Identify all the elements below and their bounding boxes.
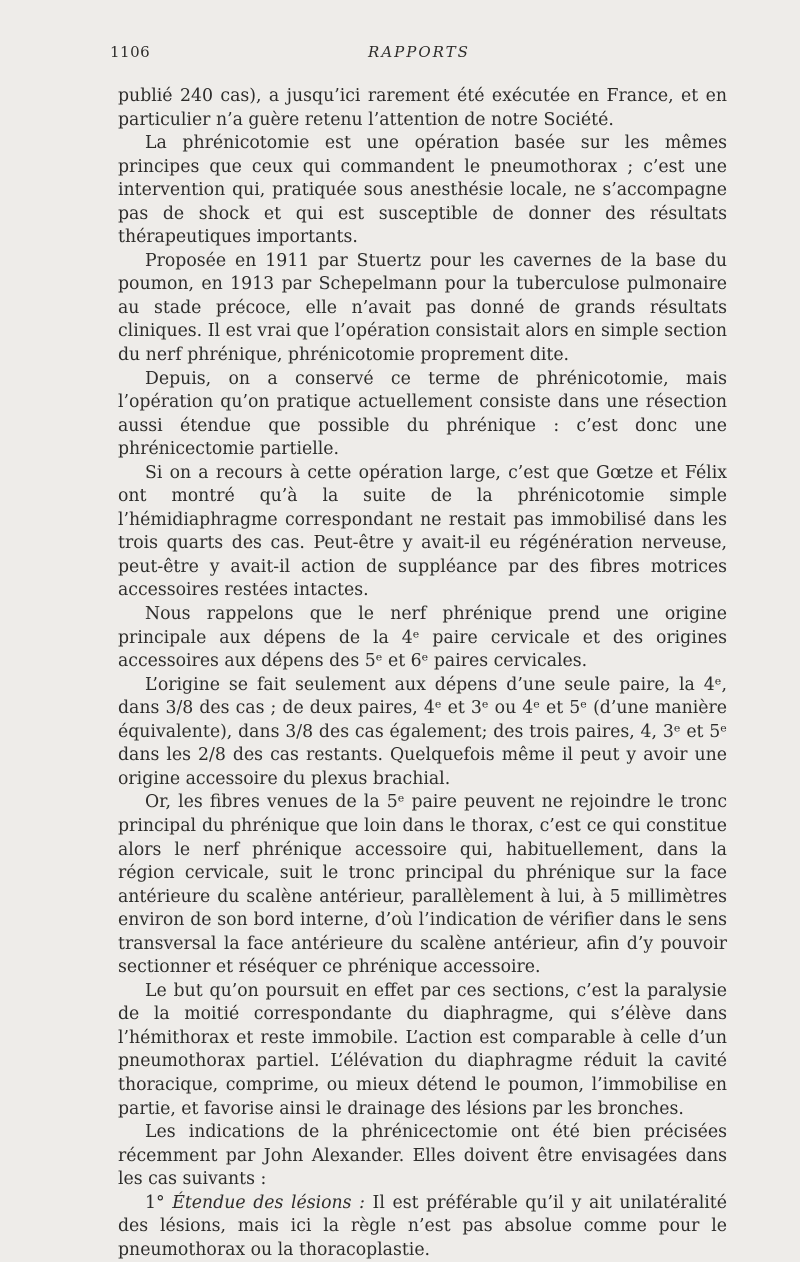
item-number: 1° [145, 1192, 165, 1213]
paragraph: Les indications de la phrénicectomie ont été bien précisées récemment par John Alexander. Elles doivent être envisagées dans les cas suivants : [118, 1122, 727, 1190]
paragraph: Si on a recours à cette opération large, c’est que Gœtze et Félix ont montré qu’à la suite de la phrénicotomie simple l’hémidiaphragme correspondant ne restait pas immobilisé dans les trois quarts des cas. Peut-être y avait-il eu régénération nerveuse, peut-être y avait-il action de suppléance par des fibres motrices accessoires restées intactes. [118, 462, 727, 601]
numbered-paragraph [118, 1192, 727, 1262]
paragraph: Le but qu’on poursuit en effet par ces sections, c’est la paralysie de la moitié correspondante du diaphragme, qui s’élève dans l’hémithorax et reste immobile. L’action est comparable à celle d’un pneumothorax partiel. L’élévation du diaphragme réduit la cavité thoracique, comprime, ou mieux détend le poumon, l’immobilise en partie, et favorise ainsi le drainage des lésions par les bronches. [118, 980, 727, 1119]
paragraph: Nous rappelons que le nerf phrénique prend une origine principale aux dépens de la 4ᵉ paire cervicale et des origines accessoires aux dépens des 5ᵉ et 6ᵉ paires cervicales. [118, 604, 727, 672]
paragraph: Proposée en 1911 par Stuertz pour les cavernes de la base du poumon, en 1913 par Schepelmann pour la tuberculose pulmonaire au stade précoce, elle n’avait pas donné de grands résultats cliniques. Il est vrai que l’opération consistait alors en simple section du nerf phrénique, phrénicotomie proprement dite. [118, 250, 727, 366]
paragraph: publié 240 cas), a jusqu’ici rarement été exécutée en France, et en particulier n’a guère retenu l’attention de notre Société. [118, 86, 727, 130]
running-head: RAPPORTS [368, 43, 470, 61]
paragraph: Or, les fibres venues de la 5ᵉ paire peuvent ne rejoindre le tronc principal du phrénique que loin dans le thorax, c’est ce qui constitue alors le nerf phrénique accessoire qui, habituellement, dans la région cervicale, suit le tronc principal du phrénique sur la face antérieure du scalène antérieur, parallèlement à lui, à 5 millimètres environ de son bord interne, d’où l’indication de vérifier dans le sens transversal la face antérieure du scalène antérieur, afin d’y pouvoir sectionner et réséquer ce phrénique accessoire. [118, 792, 727, 978]
paragraph: Depuis, on a conservé ce terme de phrénicotomie, mais l’opération qu’on pratique actuellement consiste dans une résection aussi étendue que possible du phrénique : c’est donc une phrénicectomie partielle. [118, 368, 727, 460]
paragraph: L’origine se fait seulement aux dépens d’une seule paire, la 4ᵉ, dans 3/8 des cas ; de deux paires, 4ᵉ et 3ᵉ ou 4ᵉ et 5ᵉ (d’une manière équivalente), dans 3/8 des cas également; des trois paires, 4, 3ᵉ et 5ᵉ dans les 2/8 des cas restants. Quelquefois même il peut y avoir une origine accessoire du plexus brachial. [118, 674, 727, 789]
item-heading: Étendue des lésions : [172, 1192, 365, 1213]
page-header [110, 43, 728, 65]
page-number: 1106 [110, 43, 151, 61]
item-text: Il est préférable qu’il y ait unilatéralité des lésions, mais ici la règle n’est pas absolue comme pour le pneumothorax ou la thoracoplastie. [118, 1192, 727, 1260]
paragraph: La phrénicotomie est une opération basée sur les mêmes principes que ceux qui commandent le pneumothorax ; c’est une intervention qui, pratiquée sous anesthésie locale, ne s’accompagne pas de shock et qui est susceptible de donner des résultats thérapeutiques importants. [118, 133, 727, 248]
body-text [118, 85, 727, 1262]
